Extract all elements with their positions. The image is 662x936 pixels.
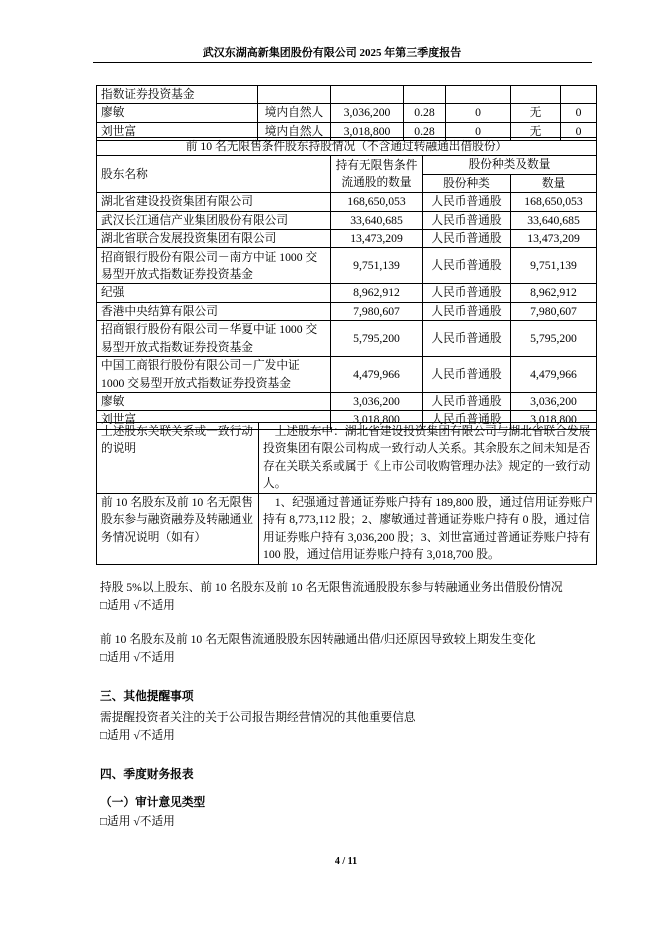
related-party-text	[259, 423, 597, 494]
share-type: 人民币普通股	[423, 193, 511, 211]
table-header-row	[97, 156, 597, 174]
table-row	[97, 211, 597, 229]
report-header-title: 武汉东湖高新集团股份有限公司 2025 年第三季度报告	[202, 47, 462, 59]
label-line: 股东参与融资融券及转融通业	[101, 513, 253, 527]
share-type: 人民币普通股	[423, 411, 511, 429]
shareholder-name	[97, 302, 331, 320]
margin-trading-text	[259, 494, 597, 565]
shares-held: 3,036,200	[331, 104, 404, 122]
label-line: 务情况说明（如有）	[101, 530, 207, 544]
name-line: 武汉长江通信产业集团股份有限公司	[101, 213, 289, 227]
empty-cell	[561, 86, 597, 104]
empty-cell	[511, 86, 561, 104]
name-line: 易型开放式指数证券投资基金	[101, 340, 253, 354]
empty-cell	[258, 86, 331, 104]
page-number: 4 / 11	[334, 856, 358, 867]
share-type: 人民币普通股	[423, 211, 511, 229]
name-line: 招商银行股份有限公司－南方中证 1000 交	[101, 250, 318, 264]
text-line: 100 股，通过信用证券账户持有 3,018,700 股。	[263, 548, 500, 562]
share-quantity: 33,640,685	[511, 211, 597, 229]
audit-opinion-subheading: （一）审计意见类型	[100, 796, 206, 809]
header-line: 流通股的数量	[341, 176, 412, 190]
text-line: 上述股东中：湖北省建设投资集团有限公司与湖北省联合发展	[274, 425, 591, 438]
share-quantity: 9,751,139	[511, 248, 597, 284]
table-row	[97, 230, 597, 248]
empty-cell	[331, 86, 404, 104]
shareholder-name: 指数证券投资基金	[97, 86, 258, 104]
related-party-label	[97, 423, 259, 494]
pledge-status: 无	[511, 122, 561, 140]
table-row	[97, 104, 597, 122]
column-header-name: 股东名称	[97, 156, 331, 193]
shareholder-name: 廖敏	[97, 104, 258, 122]
other-reminders-text: 需提醒投资者关注的关于公司报告期经营情况的其他重要信息	[100, 711, 416, 724]
other-reminders-applicability: □适用 √不适用	[100, 729, 175, 742]
table-title: 前 10 名无限售条件股东持股情况（不含通过转融通出借股份）	[97, 138, 597, 156]
table-row	[97, 357, 597, 393]
unrestricted-shares: 3,036,200	[331, 393, 423, 411]
margin-trading-label	[97, 494, 259, 565]
shareholder-name	[97, 321, 331, 357]
table-row	[97, 393, 597, 411]
shareholder-nature: 境内自然人	[258, 104, 331, 122]
header-line: 持有无限售条件	[335, 158, 418, 172]
table-row	[97, 423, 597, 494]
share-type: 人民币普通股	[423, 284, 511, 302]
header-rule	[93, 62, 592, 63]
empty-cell	[404, 86, 446, 104]
name-line: 香港中央结算有限公司	[101, 304, 218, 318]
restricted-shares: 0	[446, 104, 511, 122]
table-row	[97, 193, 597, 211]
shares-held: 3,018,800	[331, 122, 404, 140]
column-header-share-type: 股份种类	[423, 174, 511, 192]
unrestricted-shares: 168,650,053	[331, 193, 423, 211]
share-quantity: 5,795,200	[511, 321, 597, 357]
table-row	[97, 86, 597, 104]
name-line: 刘世富	[101, 413, 137, 427]
table-row	[97, 248, 597, 284]
share-type: 人民币普通股	[423, 393, 511, 411]
securities-lending-applicability: □适用 √不适用	[100, 599, 175, 612]
name-line: 湖北省联合发展投资集团有限公司	[101, 232, 277, 246]
shareholder-name	[97, 357, 331, 393]
share-quantity: 168,650,053	[511, 193, 597, 211]
shareholder-name	[97, 211, 331, 229]
text-line: 用证券账户持有 3,036,200 股；3、刘世富通过普通证券账户持有	[263, 530, 591, 544]
shareholder-name	[97, 248, 331, 284]
unrestricted-shareholders-table	[96, 137, 597, 430]
name-line: 招商银行股份有限公司－华夏中证 1000 交	[101, 323, 318, 337]
lending-change-applicability: □适用 √不适用	[100, 651, 175, 664]
financial-statements-heading: 四、季度财务报表	[100, 768, 194, 781]
table-row	[97, 321, 597, 357]
share-quantity: 3,018,800	[511, 411, 597, 429]
unrestricted-shares: 3,018,800	[331, 411, 423, 429]
table-row	[97, 284, 597, 302]
text-line: 1、纪强通过普通证券账户持有 189,800 股，通过信用证券账户	[274, 496, 594, 509]
share-quantity: 4,479,966	[511, 357, 597, 393]
audit-opinion-applicability: □适用 √不适用	[100, 815, 175, 828]
column-header-unrestricted-shares	[331, 156, 423, 193]
share-type: 人民币普通股	[423, 248, 511, 284]
lending-change-title: 前 10 名股东及前 10 名无限售流通股股东因转融通出借/归还原因导致较上期发生变化	[100, 633, 536, 646]
table-row	[97, 494, 597, 565]
other-reminders-heading: 三、其他提醒事项	[100, 690, 194, 703]
shareholder-name	[97, 230, 331, 248]
pledge-status: 无	[511, 104, 561, 122]
pledge-quantity: 0	[561, 104, 597, 122]
restricted-shares: 0	[446, 122, 511, 140]
name-line: 纪强	[101, 286, 125, 300]
label-line: 上述股东关联关系或一致行动	[101, 425, 253, 438]
shareholder-name: 刘世富	[97, 122, 258, 140]
share-type: 人民币普通股	[423, 321, 511, 357]
name-line: 廖敏	[101, 395, 125, 409]
pledge-quantity: 0	[561, 122, 597, 140]
label-line: 的说明	[101, 442, 137, 456]
shareholder-name	[97, 193, 331, 211]
shareholder-nature: 境内自然人	[258, 122, 331, 140]
column-header-quantity: 数量	[511, 174, 597, 192]
text-line: 投资集团有限公司构成一致行动人关系。其余股东之间未知是否	[263, 442, 591, 456]
holding-ratio: 0.28	[404, 122, 446, 140]
unrestricted-shares: 5,795,200	[331, 321, 423, 357]
unrestricted-shares: 8,962,912	[331, 284, 423, 302]
unrestricted-shares: 13,473,209	[331, 230, 423, 248]
table-title-row	[97, 138, 597, 156]
shareholder-notes-table	[96, 422, 597, 565]
shareholder-name	[97, 284, 331, 302]
name-line: 中国工商银行股份有限公司－广发中证	[101, 359, 300, 373]
empty-cell	[446, 86, 511, 104]
name-line: 湖北省建设投资集团有限公司	[101, 195, 253, 209]
text-line: 存在关联关系或属于《上市公司收购管理办法》规定的一致行动	[263, 459, 591, 473]
share-type: 人民币普通股	[423, 302, 511, 320]
name-line: 1000 交易型开放式指数证券投资基金	[101, 376, 291, 390]
column-header-type-and-quantity: 股份种类及数量	[423, 156, 597, 174]
holding-ratio: 0.28	[404, 104, 446, 122]
share-quantity: 8,962,912	[511, 284, 597, 302]
share-quantity: 13,473,209	[511, 230, 597, 248]
share-quantity: 3,036,200	[511, 393, 597, 411]
unrestricted-shares: 4,479,966	[331, 357, 423, 393]
share-type: 人民币普通股	[423, 357, 511, 393]
unrestricted-shares: 9,751,139	[331, 248, 423, 284]
unrestricted-shares: 7,980,607	[331, 302, 423, 320]
securities-lending-title: 持股 5%以上股东、前 10 名股东及前 10 名无限售流通股股东参与转融通业务出借股份情况	[100, 581, 563, 594]
text-line: 人。	[263, 477, 287, 491]
table-row	[97, 302, 597, 320]
shareholder-name	[97, 393, 331, 411]
share-type: 人民币普通股	[423, 230, 511, 248]
name-line: 易型开放式指数证券投资基金	[101, 267, 253, 281]
text-line: 持有 8,773,112 股；2、廖敏通过普通证券账户持有 0 股，通过信	[263, 513, 590, 527]
share-quantity: 7,980,607	[511, 302, 597, 320]
top10-shareholders-table-continued	[96, 85, 597, 141]
label-line: 前 10 名股东及前 10 名无限售	[101, 496, 253, 509]
unrestricted-shares: 33,640,685	[331, 211, 423, 229]
